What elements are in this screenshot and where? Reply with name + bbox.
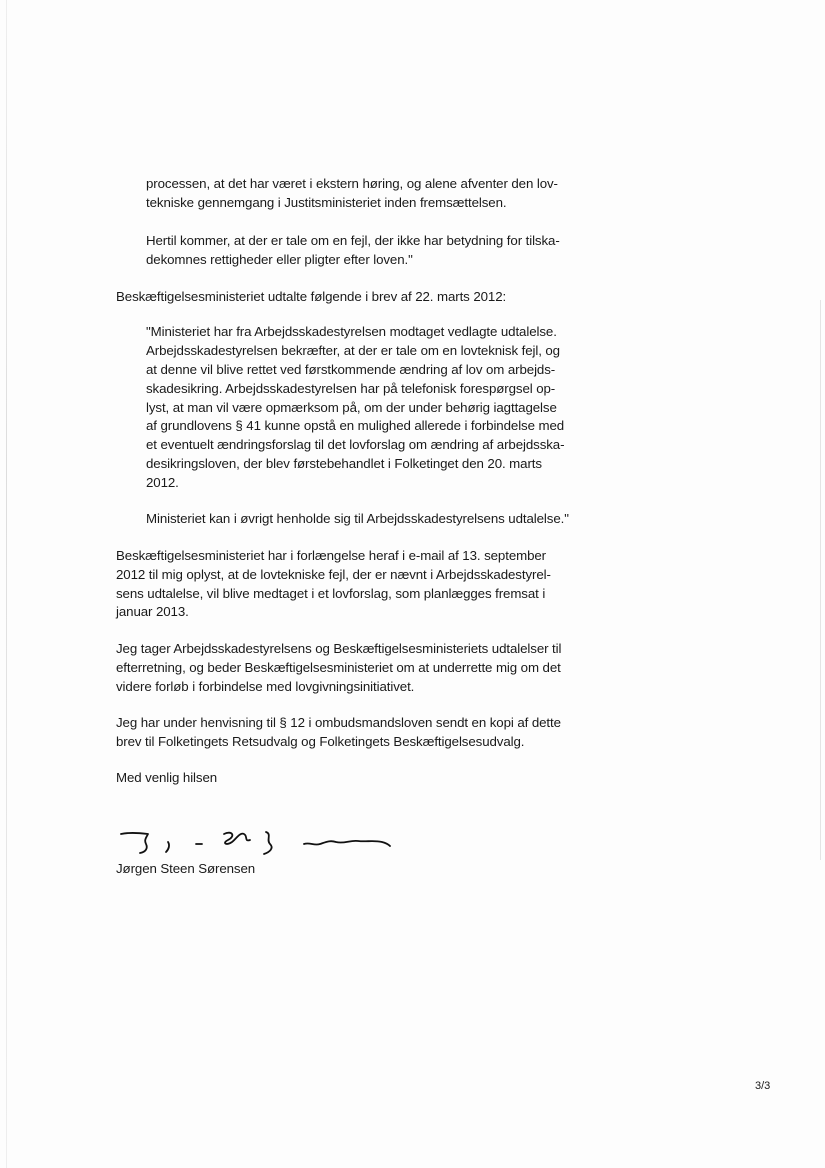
quote2-line-2: Arbejdsskadestyrelsen bekræfter, at der er tale om en lovteknisk fejl, og (146, 343, 560, 358)
intro-line: Beskæftigelsesministeriet udtalte følgende i brev af 22. marts 2012: (116, 289, 507, 304)
para3-line-2: brev til Folketingets Retsudvalg og Folketingets Beskæftigelsesudvalg. (116, 734, 525, 749)
scan-edge-right (820, 300, 821, 860)
para3-line-1: Jeg har under henvisning til § 12 i ombudsmandsloven sendt en kopi af dette (116, 715, 561, 730)
para2-line-1: Jeg tager Arbejdsskadestyrelsens og Beskæftigelsesministeriets udtalelser til (116, 641, 562, 656)
quote2-line-9: 2012. (146, 475, 179, 490)
quote2-line-5: lyst, at man vil være opmærksom på, om der under behørig iagttagelse (146, 400, 557, 415)
quote2-line-3: at denne vil blive rettet ved førstkommende ændring af lov om arbejds- (146, 362, 556, 377)
para1-line-4: januar 2013. (116, 604, 189, 619)
quote2-line-1: "Ministeriet har fra Arbejdsskadestyrelsen modtaget vedlagte udtalelse. (146, 324, 557, 339)
quote2-closing: Ministeriet kan i øvrigt henholde sig til Arbejdsskadestyrelsens udtalelse." (146, 511, 569, 526)
quote2-line-4: skadesikring. Arbejdsskadestyrelsen har på telefonisk forespørgsel op- (146, 381, 556, 396)
quote2-line-6: af grundlovens § 41 kunne opstå en mulighed allerede i forbindelse med (146, 418, 565, 433)
greeting: Med venlig hilsen (116, 770, 218, 785)
para1-line-2: 2012 til mig oplyst, at de lovtekniske fejl, der er nævnt i Arbejdsskadestyrel- (116, 567, 551, 582)
para1-line-3: sens udtalelse, vil blive medtaget i et lovforslag, som planlægges fremsat i (116, 586, 546, 601)
para2-line-3: videre forløb i forbindelse med lovgivningsinitiativet. (116, 679, 415, 694)
para1-line-1: Beskæftigelsesministeriet har i forlængelse heraf i e-mail af 13. september (116, 548, 547, 563)
quote2-line-8: desikringsloven, der blev førstebehandlet i Folketinget den 20. marts (146, 456, 542, 471)
quote1-line-1: processen, at det har været i ekstern høring, og alene afventer den lov- (146, 176, 558, 191)
signatory-name: Jørgen Steen Sørensen (116, 861, 256, 876)
scan-edge-left (6, 0, 7, 1168)
quote1-line-4: dekomnes rettigheder eller pligter efter loven." (146, 252, 413, 267)
page-number: 3/3 (755, 1080, 771, 1092)
quote2-line-7: et eventuelt ændringsforslag til det lovforslag om ændring af arbejdsska- (146, 437, 565, 452)
quote1-line-2: tekniske gennemgang i Justitsministeriet inden fremsættelsen. (146, 195, 507, 210)
quote1-line-3: Hertil kommer, at der er tale om en fejl, der ikke har betydning for tilska- (146, 233, 560, 248)
para2-line-2: efterretning, og beder Beskæftigelsesministeriet om at underrette mig om det (116, 660, 561, 675)
